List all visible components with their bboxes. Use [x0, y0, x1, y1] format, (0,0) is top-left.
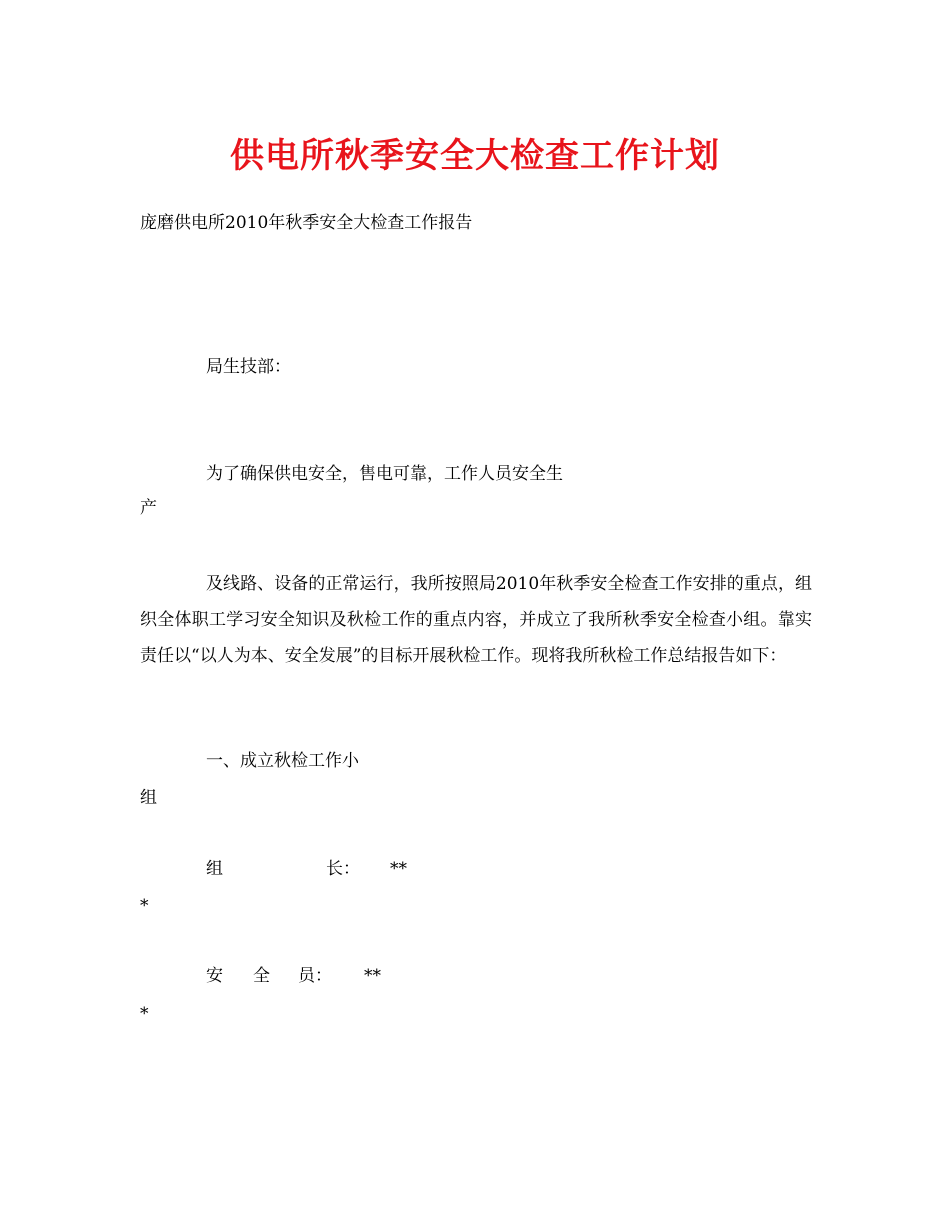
- intro-line-1: 为了确保供电安全，售电可靠，工作人员安全生: [206, 464, 563, 484]
- safety-officer-value-wrap: *: [140, 1004, 149, 1024]
- safety-officer-label-a: 安: [206, 966, 223, 986]
- safety-officer-label-m: 全: [253, 966, 270, 986]
- safety-officer-value: **: [364, 966, 381, 986]
- document-title: 供电所秋季安全大检查工作计划: [230, 136, 720, 176]
- team-leader-label-a: 组: [206, 859, 223, 879]
- salutation: 局生技部：: [206, 357, 291, 377]
- team-leader-value-wrap: *: [140, 896, 149, 916]
- team-leader-value: **: [390, 859, 407, 879]
- intro-line-2: 产: [140, 498, 157, 518]
- team-leader-row: [206, 858, 407, 880]
- section-heading-line-2: 组: [140, 788, 157, 808]
- body-paragraph: 及线路、设备的正常运行，我所按照局2010年秋季安全检查工作安排的重点，组织全体职工学习安全知识及秋检工作的重点内容，并成立了我所秋季安全检查小组。靠实责任以“以人为本、安全发展”的目标开展秋检工作。现将我所秋检工作总结报告如下：: [140, 574, 812, 666]
- document-subtitle: 庞磨供电所2010年秋季安全大检查工作报告: [140, 213, 473, 233]
- safety-officer-label-b: 员：: [298, 966, 332, 986]
- safety-officer-row: [206, 965, 381, 987]
- team-leader-label-b: 长：: [326, 859, 360, 879]
- section-heading-line-1: 一、成立秋检工作小: [206, 751, 359, 771]
